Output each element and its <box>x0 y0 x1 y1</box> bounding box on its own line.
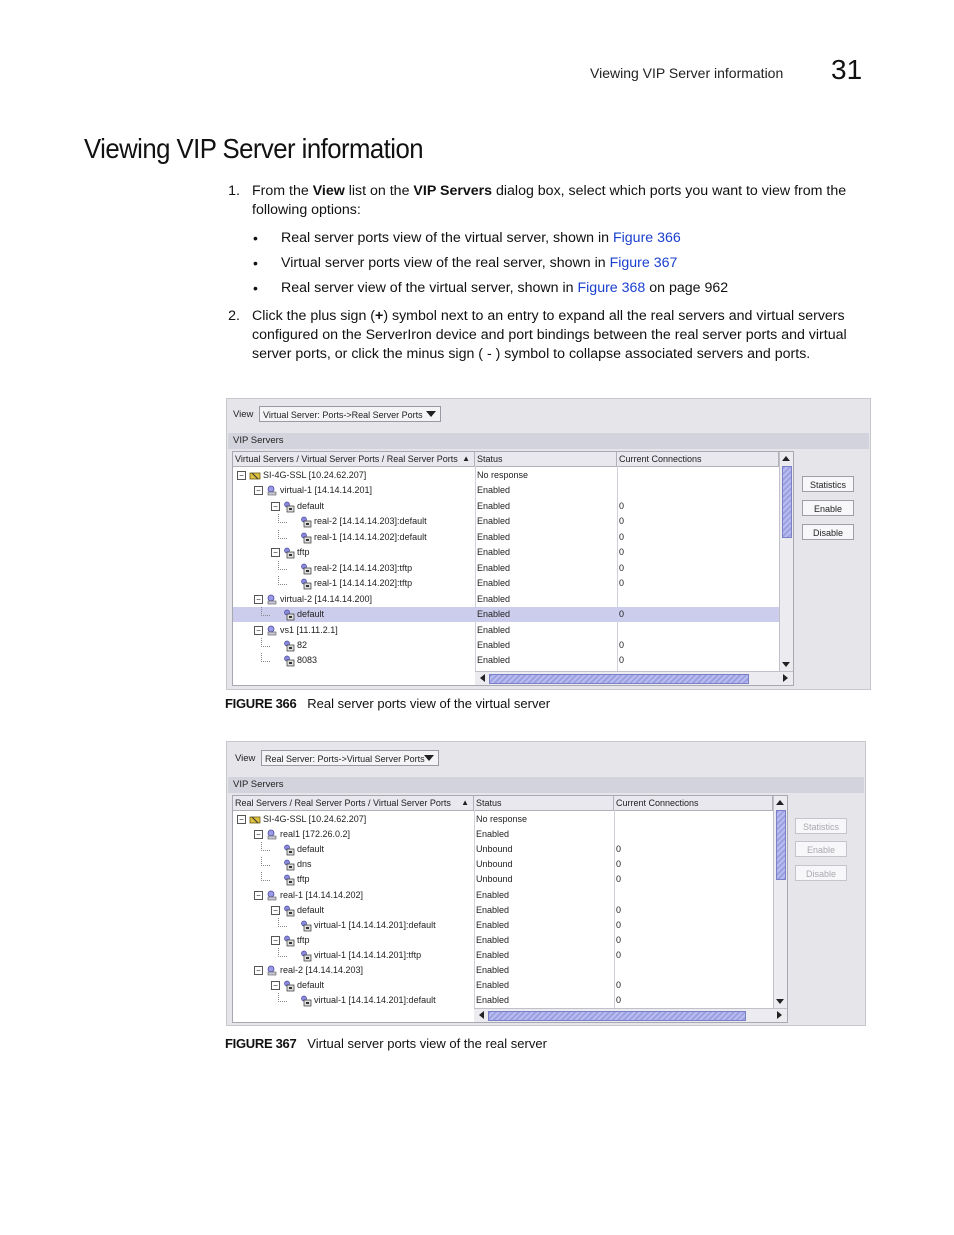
table-row[interactable] <box>233 623 779 638</box>
table-row[interactable] <box>233 653 779 668</box>
row-connections: 0 <box>619 500 625 511</box>
figure-number: FIGURE 366 <box>225 696 297 711</box>
table-row[interactable] <box>233 812 773 827</box>
row-connections: 0 <box>619 547 625 558</box>
statistics-button[interactable]: Statistics <box>795 818 847 834</box>
chapter-number: 31 <box>831 54 863 85</box>
table-row[interactable] <box>233 978 773 993</box>
view-dropdown[interactable]: Real Server: Ports->Virtual Server Ports <box>261 750 439 766</box>
row-connections: 0 <box>619 639 625 650</box>
scroll-right-icon[interactable] <box>777 1011 782 1019</box>
tree-connector <box>278 530 287 539</box>
table-row[interactable] <box>233 993 773 1008</box>
tree-connector <box>261 857 270 866</box>
row-name: default <box>297 609 325 620</box>
port-icon <box>300 995 311 1006</box>
collapse-toggle-icon[interactable]: − <box>254 626 263 635</box>
row-status: No response <box>476 814 528 824</box>
disable-button[interactable]: Disable <box>802 524 854 540</box>
port-icon <box>300 516 311 527</box>
tree-connector <box>261 638 270 647</box>
scroll-down-icon[interactable] <box>782 662 790 667</box>
row-name: real-1 [14.14.14.202] <box>280 889 364 900</box>
collapse-toggle-icon[interactable]: − <box>271 936 280 945</box>
row-connections: 0 <box>616 859 622 870</box>
port-icon <box>283 609 294 620</box>
row-connections: 0 <box>616 919 622 930</box>
row-status: Enabled <box>476 904 510 915</box>
port-icon <box>283 980 294 991</box>
scroll-left-icon[interactable] <box>479 1011 484 1019</box>
port-icon <box>283 859 294 870</box>
row-status: Enabled <box>477 639 511 650</box>
row-name: real-1 [14.14.14.202]:tftp <box>314 578 413 589</box>
table-row[interactable] <box>233 933 773 948</box>
row-connections: 0 <box>619 655 625 666</box>
table-row[interactable] <box>233 888 773 903</box>
port-icon <box>283 640 294 651</box>
tree-connector <box>261 872 270 881</box>
row-name: default <box>297 500 325 511</box>
server-icon <box>266 625 277 636</box>
row-status: Enabled <box>477 531 511 542</box>
vip-servers-dialog <box>226 741 866 1026</box>
table-row[interactable] <box>233 530 779 545</box>
port-icon <box>283 501 294 512</box>
row-name: default <box>297 904 325 915</box>
scroll-thumb[interactable] <box>776 810 786 880</box>
row-status: Enabled <box>476 980 510 991</box>
bullet-item: • Real server ports view of the virtual server, shown in Figure 366 <box>253 230 681 246</box>
table-row[interactable] <box>233 607 779 622</box>
row-status: Enabled <box>476 949 510 960</box>
row-name: default <box>297 844 325 855</box>
port-icon <box>283 655 294 666</box>
column-header[interactable]: Current Connections <box>614 796 773 810</box>
row-status: Enabled <box>477 485 511 496</box>
row-status: Enabled <box>477 655 511 666</box>
server-icon <box>266 890 277 901</box>
port-icon <box>300 950 311 961</box>
row-name: dns <box>297 859 312 870</box>
table-row[interactable] <box>233 638 779 653</box>
row-connections: 0 <box>619 609 625 620</box>
row-status: Enabled <box>477 609 511 620</box>
bullet-glyph: • <box>253 255 258 271</box>
figure-caption <box>225 1036 547 1051</box>
collapse-toggle-icon[interactable]: − <box>271 906 280 915</box>
collapse-toggle-icon[interactable]: − <box>254 595 263 604</box>
device-icon <box>249 470 260 481</box>
table-header <box>233 452 779 467</box>
bullet-glyph: • <box>253 230 258 246</box>
row-status: Unbound <box>476 859 513 870</box>
bullet-item: • Virtual server ports view of the real server, shown in Figure 367 <box>253 255 678 271</box>
tree-connector <box>278 561 287 570</box>
row-connections: 0 <box>619 516 625 527</box>
enable-button[interactable]: Enable <box>795 841 847 857</box>
disable-button[interactable]: Disable <box>795 865 847 881</box>
tree-connector <box>261 842 270 851</box>
row-name: 82 <box>297 639 308 650</box>
tree-connector <box>278 576 287 585</box>
scroll-up-icon[interactable] <box>776 800 784 805</box>
tree-connector <box>278 948 287 957</box>
tree-connector <box>278 993 287 1002</box>
section-title: Viewing VIP Server information <box>84 133 424 164</box>
table-row[interactable] <box>233 842 773 857</box>
row-status: Enabled <box>477 500 511 511</box>
row-status: Enabled <box>476 965 510 975</box>
table-row[interactable] <box>233 576 779 591</box>
collapse-toggle-icon[interactable]: − <box>237 471 246 480</box>
view-dropdown[interactable]: Virtual Server: Ports->Real Server Ports <box>259 406 441 422</box>
figure-number: FIGURE 367 <box>225 1036 297 1051</box>
row-name: real-2 [14.14.14.203]:tftp <box>314 562 413 573</box>
port-icon <box>283 844 294 855</box>
port-icon <box>283 874 294 885</box>
row-status: Enabled <box>477 624 511 635</box>
vertical-scrollbar[interactable] <box>773 796 787 1008</box>
scroll-left-icon[interactable] <box>480 674 485 682</box>
row-name: virtual-2 [14.14.14.200] <box>280 593 373 604</box>
table-row[interactable] <box>233 827 773 842</box>
bullet-item: • Real server view of the virtual server, shown in Figure 368 on page 962 <box>253 280 729 296</box>
table-row[interactable] <box>233 857 773 872</box>
row-name: real-2 [14.14.14.203] <box>280 965 364 975</box>
row-status: Unbound <box>476 844 513 855</box>
figure-title: Real server ports view of the virtual server <box>307 696 551 711</box>
collapse-toggle-icon[interactable]: − <box>254 486 263 495</box>
row-status: Enabled <box>477 562 511 573</box>
row-connections: 0 <box>616 904 622 915</box>
row-status: No response <box>477 470 529 480</box>
row-connections: 0 <box>619 578 625 589</box>
row-connections: 0 <box>616 949 622 960</box>
server-icon <box>266 485 277 496</box>
group-label: VIP Servers <box>228 433 869 449</box>
vip-tree-table[interactable] <box>232 795 788 1023</box>
scroll-thumb[interactable] <box>782 466 792 538</box>
table-row[interactable] <box>233 499 779 514</box>
row-name: real-1 [14.14.14.202]:default <box>314 531 427 542</box>
horizontal-scrollbar[interactable] <box>475 671 793 685</box>
table-row[interactable] <box>233 918 773 933</box>
row-name: tftp <box>297 547 310 558</box>
row-connections: 0 <box>616 995 622 1006</box>
tree-connector <box>278 918 287 927</box>
collapse-toggle-icon[interactable]: − <box>254 891 263 900</box>
row-name: vs1 [11.11.2.1] <box>280 624 338 635</box>
server-icon <box>266 965 277 976</box>
row-status: Unbound <box>476 874 513 885</box>
row-status: Enabled <box>476 919 510 930</box>
vip-servers-dialog <box>226 398 871 690</box>
row-name: 8083 <box>297 655 318 666</box>
table-row[interactable] <box>233 872 773 887</box>
scroll-up-icon[interactable] <box>782 456 790 461</box>
step-2 <box>222 307 872 364</box>
row-name: SI-4G-SSL [10.24.62.207] <box>263 814 367 824</box>
table-row[interactable] <box>233 514 779 529</box>
sort-arrow-icon: ▲ <box>461 798 469 807</box>
step-number: 1. <box>228 183 240 199</box>
row-name: virtual-1 [14.14.14.201] <box>280 485 373 496</box>
row-connections: 0 <box>619 562 625 573</box>
view-label: View <box>235 753 256 764</box>
table-row[interactable] <box>233 963 773 978</box>
row-status: Enabled <box>477 578 511 589</box>
step-number: 2. <box>228 308 240 324</box>
table-row[interactable] <box>233 592 779 607</box>
horizontal-scrollbar[interactable] <box>474 1008 787 1022</box>
tree-connector <box>278 514 287 523</box>
column-header[interactable]: Virtual Servers / Virtual Server Ports / Real Server Ports ▲ <box>233 452 475 466</box>
port-icon <box>283 935 294 946</box>
sort-arrow-icon: ▲ <box>462 454 470 463</box>
table-row[interactable] <box>233 948 773 963</box>
tree-connector <box>261 607 270 616</box>
column-header[interactable]: Real Servers / Real Server Ports / Virtual Server Ports ▲ <box>233 796 474 810</box>
running-header-title: Viewing VIP Server information <box>590 65 784 81</box>
column-header[interactable]: Current Connections <box>617 452 779 466</box>
port-icon <box>283 905 294 916</box>
tree-connector <box>261 653 270 662</box>
view-label: View <box>233 409 254 420</box>
row-name: SI-4G-SSL [10.24.62.207] <box>263 470 367 480</box>
row-name: virtual-1 [14.14.14.201]:default <box>314 919 436 930</box>
row-connections: 0 <box>616 874 622 885</box>
row-name: real1 [172.26.0.2] <box>280 829 351 840</box>
chevron-down-icon <box>426 411 436 417</box>
scroll-thumb[interactable] <box>489 674 749 684</box>
chevron-down-icon <box>424 755 434 761</box>
scroll-down-icon[interactable] <box>776 999 784 1004</box>
step-text: From the View list on the VIP Servers dialog box, select which ports you want to view from the following options: <box>252 183 847 218</box>
collapse-toggle-icon[interactable]: − <box>254 966 263 975</box>
row-connections: 0 <box>616 934 622 945</box>
row-status: Enabled <box>477 516 511 527</box>
row-name: tftp <box>297 934 310 945</box>
table-row[interactable] <box>233 561 779 576</box>
collapse-toggle-icon[interactable]: − <box>254 830 263 839</box>
scroll-thumb[interactable] <box>488 1011 746 1021</box>
row-connections: 0 <box>619 531 625 542</box>
column-header[interactable]: Status <box>475 452 617 466</box>
figure-link[interactable]: Figure 368 <box>577 280 646 296</box>
row-name: default <box>297 980 325 991</box>
row-name: real-2 [14.14.14.203]:default <box>314 516 427 527</box>
table-row[interactable] <box>233 545 779 560</box>
group-label: VIP Servers <box>228 777 864 793</box>
figure-link[interactable]: Figure 366 <box>612 230 681 246</box>
row-status: Enabled <box>476 934 510 945</box>
row-name: virtual-1 [14.14.14.201]:default <box>314 995 436 1006</box>
port-icon <box>283 547 294 558</box>
port-icon <box>300 920 311 931</box>
port-icon <box>300 578 311 589</box>
row-status: Enabled <box>476 995 510 1006</box>
statistics-button[interactable]: Statistics <box>802 476 854 492</box>
column-header[interactable]: Status <box>474 796 614 810</box>
bullet-glyph: • <box>253 280 258 296</box>
figure-caption <box>225 696 550 711</box>
server-icon <box>266 594 277 605</box>
row-status: Enabled <box>477 593 511 604</box>
step-1 <box>222 182 872 220</box>
row-status: Enabled <box>477 547 511 558</box>
row-connections: 0 <box>616 980 622 991</box>
table-row[interactable] <box>233 903 773 918</box>
row-name: virtual-1 [14.14.14.201]:tftp <box>314 949 422 960</box>
scroll-right-icon[interactable] <box>783 674 788 682</box>
table-row[interactable] <box>233 483 779 498</box>
figure-link[interactable]: Figure 367 <box>609 255 678 271</box>
collapse-toggle-icon[interactable]: − <box>271 502 280 511</box>
row-status: Enabled <box>476 829 510 840</box>
port-icon <box>300 532 311 543</box>
collapse-toggle-icon[interactable]: − <box>237 815 246 824</box>
port-icon <box>300 563 311 574</box>
collapse-toggle-icon[interactable]: − <box>271 981 280 990</box>
collapse-toggle-icon[interactable]: − <box>271 548 280 557</box>
row-status: Enabled <box>476 889 510 900</box>
vertical-scrollbar[interactable] <box>779 452 793 671</box>
vip-tree-table[interactable] <box>232 451 794 686</box>
table-header <box>233 796 773 811</box>
row-name: tftp <box>297 874 310 885</box>
device-icon <box>249 814 260 825</box>
table-row[interactable] <box>233 468 779 483</box>
row-connections: 0 <box>616 844 622 855</box>
enable-button[interactable]: Enable <box>802 500 854 516</box>
step-text: Click the plus sign (+) symbol next to an entry to expand all the real servers and virtual servers configured on the ServerIron device and port bindings between the real server ports and virtual server ports, or click the minus sign ( - ) symbol to collapse associated servers and ports. <box>252 308 847 362</box>
figure-title: Virtual server ports view of the real server <box>307 1036 547 1051</box>
server-icon <box>266 829 277 840</box>
